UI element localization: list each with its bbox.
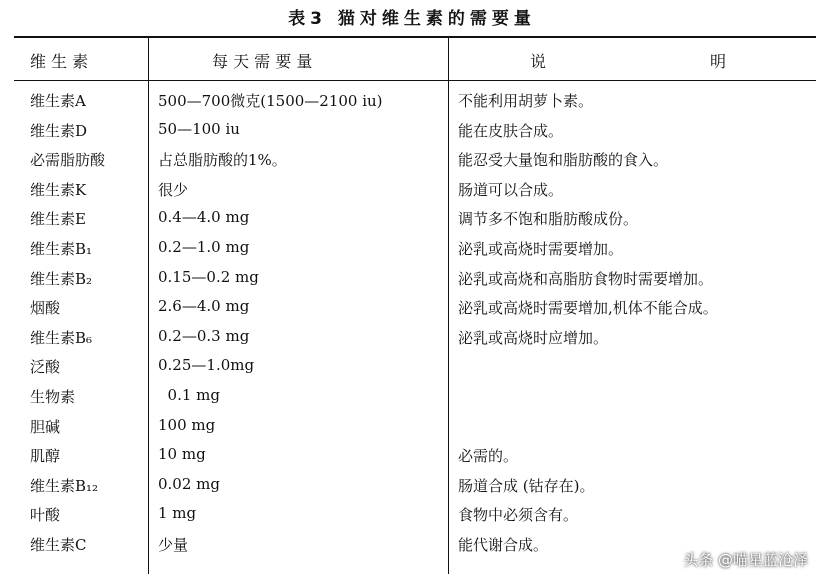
table-header <box>0 40 824 78</box>
table-row <box>0 175 824 205</box>
header-note-part2: 明 <box>710 52 727 71</box>
vitamin-cell: 叶酸 <box>30 506 61 525</box>
table-row <box>0 86 824 116</box>
header-daily-amount: 每 天 需 要 量 <box>212 52 313 71</box>
note-cell: 肠道可以合成。 <box>458 180 564 199</box>
note-cell: 能忍受大量饱和脂肪酸的食入。 <box>458 151 669 170</box>
table-row <box>0 204 824 234</box>
note-cell: 调节多不饱和脂肪酸成份。 <box>458 210 639 229</box>
table-row <box>0 145 824 175</box>
table-row <box>0 116 824 146</box>
table-row <box>0 500 824 530</box>
vitamin-cell: 生物素 <box>30 387 76 406</box>
amount-cell: 很少 <box>158 180 189 199</box>
amount-cell: 2.6—4.0 mg <box>158 297 250 316</box>
note-cell: 食物中必须含有。 <box>458 506 579 525</box>
note-cell: 不能利用胡萝卜素。 <box>458 92 594 110</box>
table-row <box>0 323 824 353</box>
vitamin-cell: 维生素D <box>30 121 88 140</box>
amount-cell: 10 mg <box>158 445 206 464</box>
vitamin-cell: 维生素E <box>30 210 86 229</box>
note-cell: 泌乳或高烧和高脂肪食物时需要增加。 <box>458 269 714 288</box>
vitamin-cell: 维生素C <box>30 535 87 554</box>
note-cell: 泌乳或高烧时需要增加。 <box>458 239 624 258</box>
vitamin-cell: 维生素K <box>30 180 87 199</box>
vitamin-cell: 维生素B₁ <box>30 239 93 258</box>
amount-cell: 0.2—0.3 mg <box>158 326 250 345</box>
note-cell: 泌乳或高烧时应增加。 <box>458 328 609 347</box>
vitamin-cell: 烟酸 <box>30 299 61 318</box>
table-row <box>0 234 824 264</box>
note-cell: 泌乳或高烧时需要增加,机体不能合成。 <box>458 299 718 318</box>
amount-cell: 50—100 iu <box>158 119 240 138</box>
vitamin-cell: 维生素B₁₂ <box>30 476 99 495</box>
table-row <box>0 264 824 294</box>
header-note-part1: 说 <box>530 52 547 71</box>
table-row <box>0 382 824 412</box>
note-cell: 肠道合成 (钴存在)。 <box>458 476 595 495</box>
top-rule <box>14 36 816 38</box>
table-row <box>0 352 824 382</box>
amount-cell: 0.4—4.0 mg <box>158 208 250 227</box>
amount-cell: 100 mg <box>158 415 216 434</box>
note-cell: 能代谢合成。 <box>458 535 549 554</box>
note-cell: 能在皮肤合成。 <box>458 121 564 140</box>
table-title: 表3 猫对维生素的需要量 <box>288 9 536 29</box>
amount-cell: 0.1 mg <box>158 385 220 404</box>
amount-cell: 占总脂肪酸的1%。 <box>158 151 287 170</box>
table-row <box>0 441 824 471</box>
amount-cell: 1 mg <box>158 504 197 523</box>
amount-cell: 0.25—1.0mg <box>158 356 255 375</box>
vitamin-cell: 维生素B₂ <box>30 269 93 288</box>
vitamin-cell: 泛酸 <box>30 358 61 377</box>
vitamin-cell: 维生素B₆ <box>30 328 93 347</box>
vitamin-cell: 维生素A <box>30 92 86 110</box>
amount-cell: 0.02 mg <box>158 474 220 493</box>
vitamin-cell: 肌醇 <box>30 447 61 466</box>
header-vitamin: 维 生 素 <box>30 52 89 71</box>
amount-cell: 500—700微克(1500—2100 iu) <box>158 92 383 110</box>
table-row <box>0 293 824 323</box>
vitamin-cell: 必需脂肪酸 <box>30 151 106 170</box>
header-rule <box>14 80 816 81</box>
table-row <box>0 412 824 442</box>
vitamin-cell: 胆碱 <box>30 417 61 436</box>
amount-cell: 0.2—1.0 mg <box>158 237 250 256</box>
table-body <box>0 86 824 560</box>
note-cell: 必需的。 <box>458 447 519 466</box>
amount-cell: 少量 <box>158 535 189 554</box>
amount-cell: 0.15—0.2 mg <box>158 267 259 286</box>
table-row <box>0 471 824 501</box>
watermark: 头条 @喵星蓝沧泽 <box>683 551 808 569</box>
